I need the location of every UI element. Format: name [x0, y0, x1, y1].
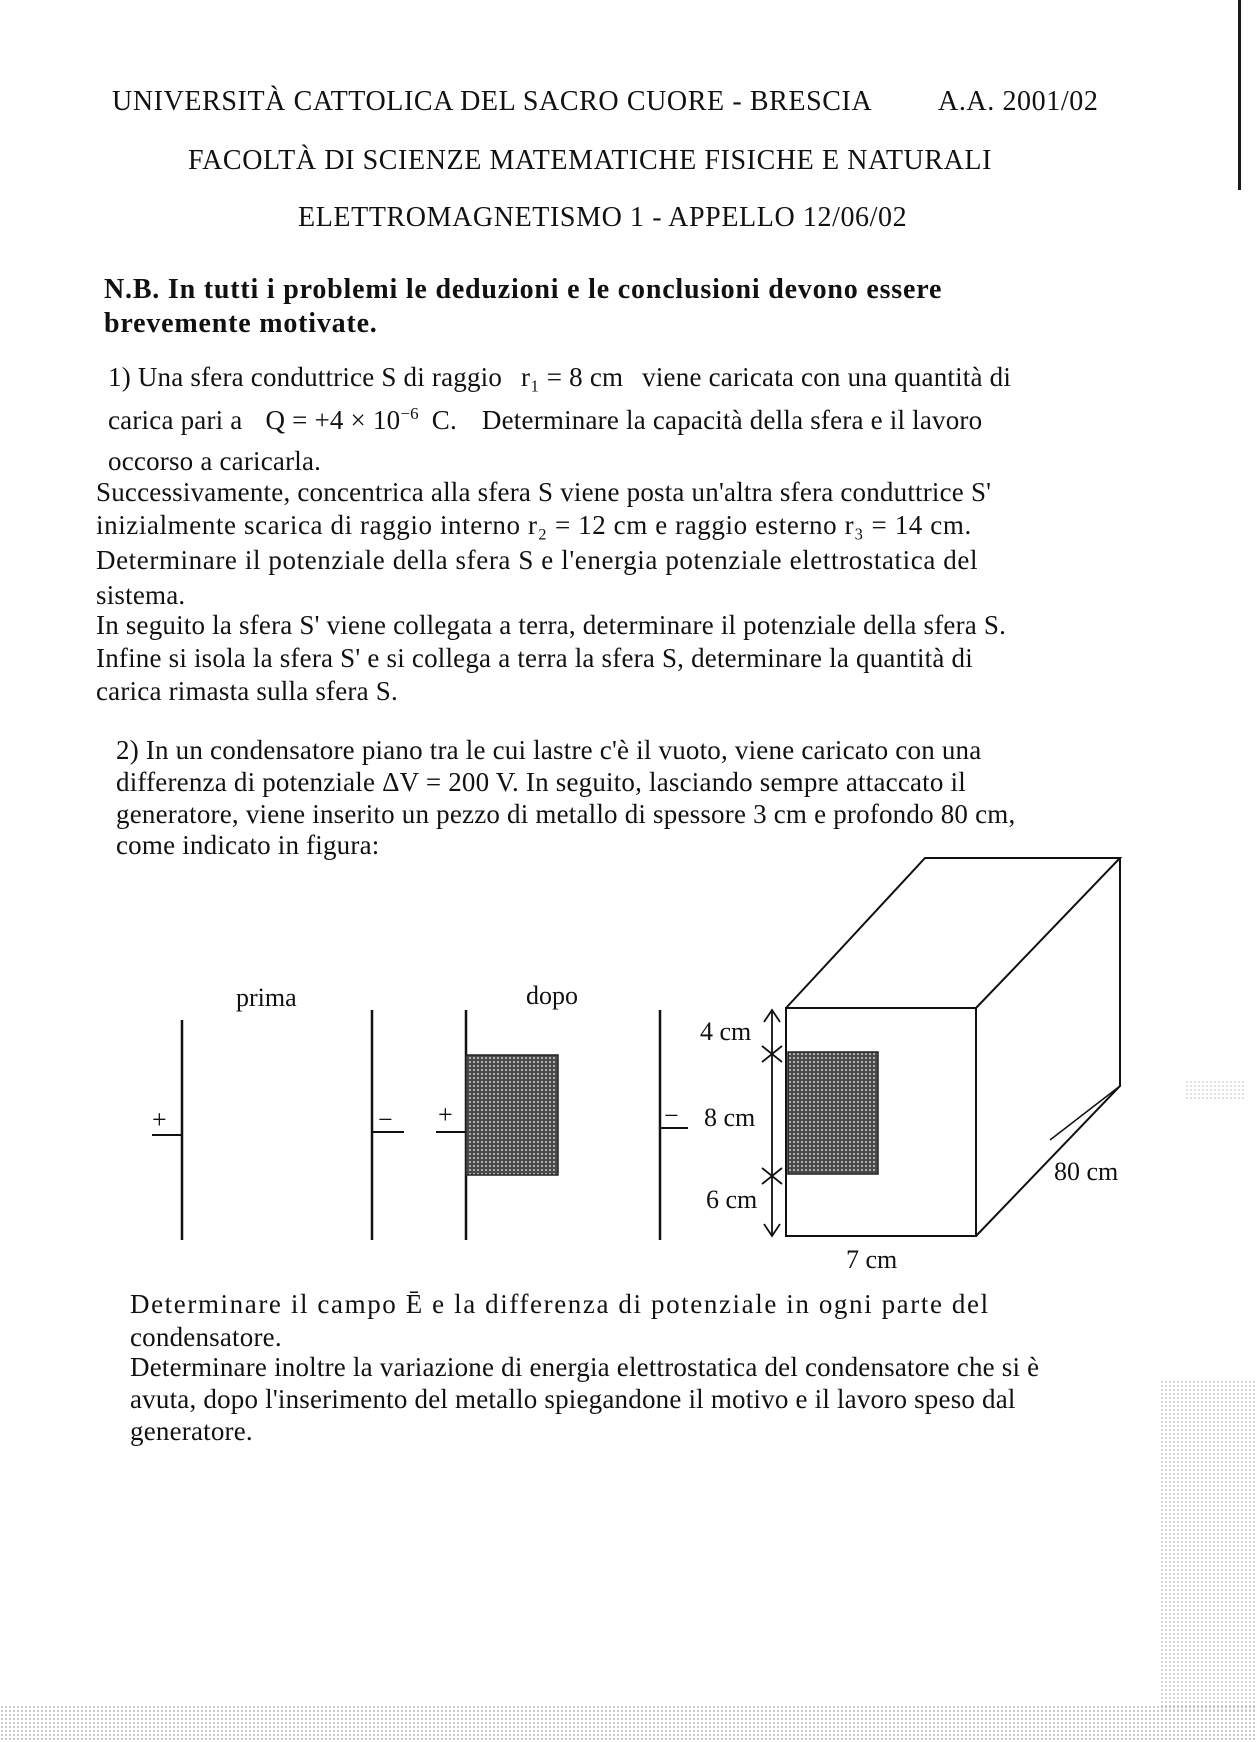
- label-after: dopo: [526, 981, 578, 1010]
- p2-after-1: Determinare il campo Ē e la differenza di potenziale in ogni parte del: [130, 1289, 990, 1319]
- problem1-line-8: In seguito la sfera S' viene collegata a terra, determinare il potenziale della sfera S.: [96, 610, 1007, 640]
- dim-label-mid: 8 cm: [704, 1103, 756, 1132]
- problem2-after-line-3: Determinare inoltre la variazione di energia elettrostatica del condensatore che si è: [130, 1352, 1040, 1382]
- p1-l2-a: carica pari a: [108, 405, 243, 435]
- depth-dimension-line: [1050, 1086, 1120, 1140]
- dim-label-width: 7 cm: [846, 1245, 898, 1274]
- minus-sign-after: −: [664, 1101, 679, 1130]
- dim-label-bottom: 6 cm: [706, 1185, 758, 1214]
- note-line-2: brevemente motivate.: [104, 308, 378, 339]
- p1-l1-a: 1) Una sfera conduttrice S di raggio: [108, 362, 503, 392]
- problem1-line-9: Infine si isola la sfera S' e si collega a terra la sfera S, determinare la quantità di: [96, 643, 973, 673]
- problem1-line-10: carica rimasta sulla sfera S.: [96, 676, 398, 706]
- problem2-after-line-4: avuta, dopo l'inserimento del metallo spiegandone il motivo e il lavoro speso dal: [130, 1384, 1016, 1414]
- problem1-line-5: inizialmente scarica di raggio interno r₂ = 12 cm e raggio esterno r₃ = 14 cm.: [96, 510, 972, 540]
- exam-title: ELETTROMAGNETISMO 1 - APPELLO 12/06/02: [298, 202, 908, 233]
- faculty-name: FACOLTÀ DI SCIENZE MATEMATICHE FISICHE E NATURALI: [188, 145, 993, 176]
- minus-sign-before: −: [378, 1105, 393, 1134]
- problem1-line-7: sistema.: [96, 580, 186, 610]
- p1-l2-unit: C.: [431, 405, 457, 435]
- p1-l2-exp: −6: [400, 404, 419, 423]
- scan-noise-right: [1160, 1380, 1256, 1710]
- p1-l1-b: viene caricata con una quantità di: [642, 362, 1012, 392]
- university-name: UNIVERSITÀ CATTOLICA DEL SACRO CUORE - BRESCIA: [112, 86, 873, 117]
- dim-label-top: 4 cm: [700, 1017, 752, 1046]
- p1-l1-r: r₁ = 8 cm: [521, 362, 624, 392]
- plus-sign-after: +: [438, 1100, 453, 1129]
- academic-year: A.A. 2001/02: [938, 86, 1099, 117]
- problem2-after-line-5: generatore.: [130, 1416, 253, 1446]
- metal-slab-side: [466, 1055, 558, 1175]
- metal-slab-front: [788, 1052, 878, 1174]
- box-top-face: [786, 858, 1120, 1008]
- problem2-line-3: generatore, viene inserito un pezzo di metallo di spessore 3 cm e profondo 80 cm,: [116, 799, 1016, 829]
- problem2-line-4: come indicato in figura:: [116, 830, 380, 860]
- dim-label-depth: 80 cm: [1054, 1157, 1119, 1186]
- problem2-after-line-2: condensatore.: [130, 1322, 282, 1352]
- plus-sign-before: +: [152, 1105, 167, 1134]
- scan-noise-bottom: [0, 1705, 1256, 1742]
- note-text-1: N.B. In tutti i problemi le deduzioni e le conclusioni devono essere: [104, 274, 943, 305]
- problem1-line-4: Successivamente, concentrica alla sfera S viene posta un'altra sfera conduttrice S': [96, 477, 992, 507]
- problem2-line-1: 2) In un condensatore piano tra le cui lastre c'è il vuoto, viene caricato con una: [116, 735, 982, 765]
- problem1-line-3: occorso a caricarla.: [108, 446, 322, 476]
- label-before: prima: [236, 983, 297, 1012]
- problem2-line-2: differenza di potenziale ΔV = 200 V. In seguito, lasciando sempre attaccato il: [116, 767, 966, 797]
- p1-l2-q: Q = +4 × 10: [265, 405, 401, 435]
- problem2-after-line-1: [130, 1289, 1148, 1320]
- p1-l2-b: Determinare la capacità della sfera e il lavoro: [481, 405, 983, 435]
- problem1-line-6: Determinare il potenziale della sfera S e l'energia potenziale elettrostatica del: [96, 545, 979, 575]
